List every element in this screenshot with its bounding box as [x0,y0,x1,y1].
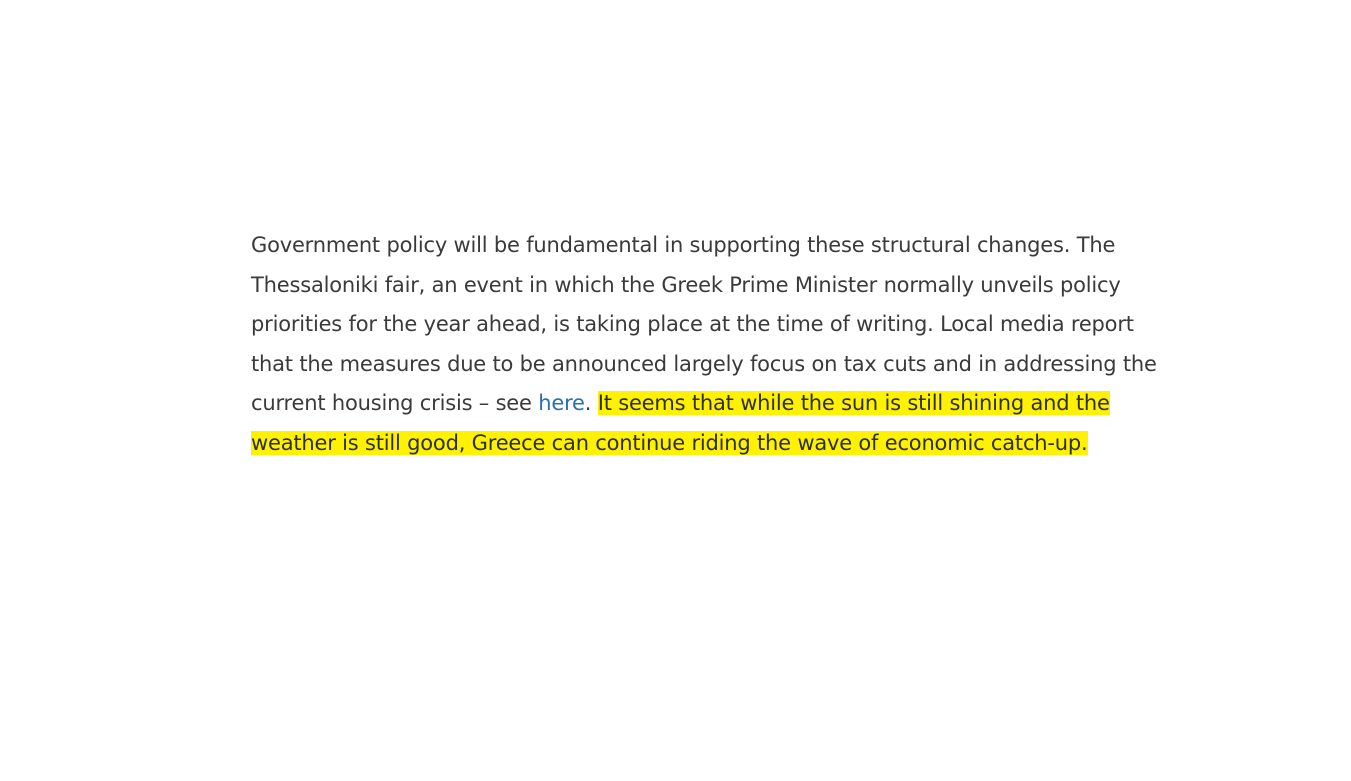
article-body [251,226,1171,464]
article-paragraph [251,226,1171,464]
here-link[interactable]: here [538,391,585,416]
highlighted-sentence: It seems that while the sun is still shining and the weather is still good, Greece can continue riding the wave of economic catch-up. [251,391,1110,455]
paragraph-text: Government policy will be fundamental in supporting these structural changes. The Thessaloniki fair, an event in which the Greek Prime Minister normally unveils policy priorities for the year ahead, is taking place at the time of writing. Local media report that the measures due to be announced largely focus on tax cuts and in addressing the current housing crisis – see [251,233,1157,416]
paragraph-text-after-link: . [584,391,598,416]
